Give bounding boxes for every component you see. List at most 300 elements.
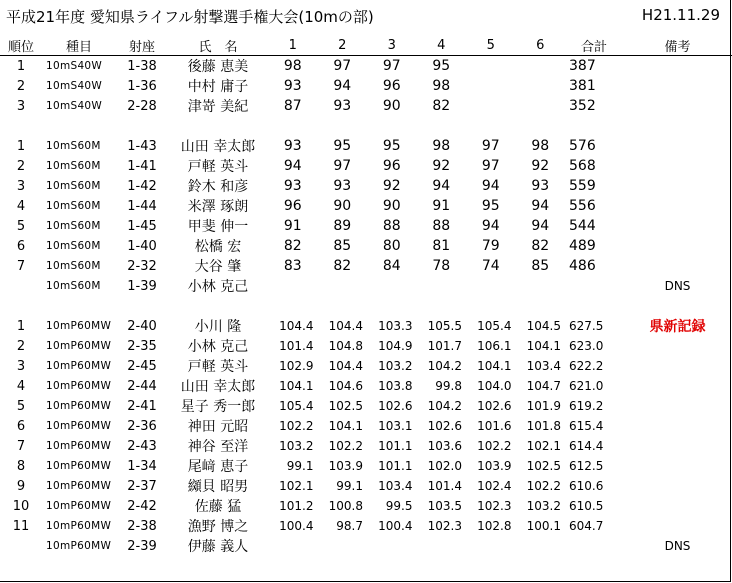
series-score-cell: 103.6: [427, 439, 462, 453]
note-cell: [623, 416, 732, 436]
series-score-cell: 102.2: [477, 439, 512, 453]
name-cell: 松橋 宏: [194, 239, 242, 255]
series-score-cell: 94: [481, 178, 500, 194]
series-score-cell: 104.1: [279, 379, 314, 393]
note-cell: [623, 376, 732, 396]
name-cell: 山田 幸太郎: [180, 139, 256, 155]
series-score-cell: 102.1: [526, 439, 561, 453]
name-cell: 大谷 肇: [194, 259, 242, 275]
series-score-cell: 100.4: [378, 519, 413, 533]
position-cell: 2-42: [127, 498, 157, 514]
name-cell: 鈴木 和彦: [187, 179, 249, 195]
rank-cell: 1: [16, 138, 26, 154]
table-row: [0, 516, 732, 536]
series-score-cell: 102.2: [526, 479, 561, 493]
series-score-cell: 94: [531, 198, 550, 214]
series-score-cell: 94: [432, 178, 451, 194]
rank-cell: 6: [16, 418, 26, 434]
note-cell: [623, 176, 732, 196]
series-score-cell: 82: [531, 238, 550, 254]
series-score-cell: 103.2: [526, 499, 561, 513]
event-cell: 10mP60MW: [46, 540, 112, 552]
series-score-cell: [367, 276, 417, 296]
series-score-cell: [268, 536, 318, 556]
series-score-cell: 88: [382, 218, 401, 234]
record-note-cell: 県新記録: [649, 319, 706, 335]
header-series-2: 2: [318, 36, 368, 56]
series-score-cell: 102.9: [279, 359, 314, 373]
series-score-cell: 98.7: [336, 519, 363, 533]
series-score-cell: 95: [481, 198, 500, 214]
series-score-cell: 104.1: [526, 339, 561, 353]
total-cell: 622.2: [569, 359, 604, 373]
rank-cell: 8: [16, 458, 26, 474]
series-score-cell: [466, 96, 516, 116]
rank-cell: 10: [12, 498, 30, 514]
series-score-cell: 103.9: [477, 459, 512, 473]
note-cell: [623, 236, 732, 256]
series-score-cell: 93: [283, 178, 302, 194]
event-cell: 10mS60M: [46, 160, 101, 172]
table-header: [0, 36, 732, 56]
rank-cell: 5: [16, 218, 26, 234]
series-score-cell: 85: [333, 238, 352, 254]
note-cell: DNS: [664, 539, 691, 553]
series-score-cell: 83: [283, 258, 302, 274]
series-score-cell: 98: [531, 138, 550, 154]
series-score-cell: 97: [333, 158, 352, 174]
total-cell: 486: [569, 258, 596, 274]
name-cell: 中村 庸子: [187, 79, 249, 95]
position-cell: 1-38: [127, 58, 157, 74]
header-total: 合計: [565, 36, 623, 56]
rank-cell: 5: [16, 398, 26, 414]
note-cell: [623, 216, 732, 236]
total-cell: 489: [569, 238, 596, 254]
note-cell: [623, 256, 732, 276]
series-score-cell: 102.5: [526, 459, 561, 473]
position-cell: 1-39: [127, 278, 157, 294]
series-score-cell: [318, 536, 368, 556]
event-cell: 10mS40W: [46, 80, 103, 92]
note-cell: [623, 356, 732, 376]
table-row: [0, 56, 732, 77]
series-score-cell: [367, 536, 417, 556]
table-row: [0, 336, 732, 356]
series-score-cell: 94: [481, 218, 500, 234]
header-series-3: 3: [367, 36, 417, 56]
note-cell: [623, 56, 732, 77]
series-score-cell: 92: [432, 158, 451, 174]
event-cell: 10mS60M: [46, 200, 101, 212]
series-score-cell: 103.4: [526, 359, 561, 373]
series-score-cell: 105.4: [477, 319, 512, 333]
position-cell: 1-36: [127, 78, 157, 94]
series-score-cell: 104.4: [279, 319, 314, 333]
spacer-cell: [0, 116, 732, 136]
series-score-cell: [516, 56, 566, 77]
total-cell: 627.5: [569, 319, 604, 333]
series-score-cell: 93: [283, 138, 302, 154]
event-cell: 10mP60MW: [46, 440, 112, 452]
event-cell: 10mS40W: [46, 100, 103, 112]
rank-cell: 11: [12, 518, 30, 534]
event-cell: 10mP60MW: [46, 400, 112, 412]
series-score-cell: 99.1: [336, 479, 363, 493]
position-cell: 1-42: [127, 178, 157, 194]
note-cell: [623, 496, 732, 516]
position-cell: 2-32: [127, 258, 157, 274]
series-score-cell: [516, 76, 566, 96]
total-cell: 623.0: [569, 339, 604, 353]
series-score-cell: 93: [283, 78, 302, 94]
event-cell: 10mS40W: [46, 60, 103, 72]
name-cell: 米澤 琢朗: [187, 199, 249, 215]
table-row: [0, 216, 732, 236]
series-score-cell: 101.9: [526, 399, 561, 413]
total-cell: [565, 536, 623, 556]
position-cell: 1-34: [127, 458, 157, 474]
series-score-cell: 106.1: [477, 339, 512, 353]
series-score-cell: 102.3: [427, 519, 462, 533]
series-score-cell: 101.1: [378, 459, 413, 473]
table-row: [0, 456, 732, 476]
table-row: [0, 436, 732, 456]
series-score-cell: 103.4: [378, 479, 413, 493]
document-date: H21.11.29: [641, 6, 720, 24]
series-score-cell: 82: [432, 98, 451, 114]
series-score-cell: 82: [333, 258, 352, 274]
series-score-cell: 102.5: [328, 399, 363, 413]
series-score-cell: 104.0: [477, 379, 512, 393]
series-score-cell: [516, 276, 566, 296]
series-score-cell: 94: [531, 218, 550, 234]
event-cell: 10mS60M: [46, 140, 101, 152]
table-row: [0, 196, 732, 216]
event-cell: 10mP60MW: [46, 380, 112, 392]
document-title: 平成21年度 愛知県ライフル射撃選手権大会(10mの部): [6, 8, 374, 26]
name-cell: 尾﨑 恵子: [187, 459, 249, 475]
series-score-cell: 95: [333, 138, 352, 154]
rank-cell: [0, 536, 42, 556]
series-score-cell: 92: [531, 158, 550, 174]
rank-cell: 9: [16, 478, 26, 494]
total-cell: 610.6: [569, 479, 604, 493]
rank-cell: [0, 276, 42, 296]
rank-cell: 7: [16, 258, 26, 274]
series-score-cell: 102.1: [279, 479, 314, 493]
total-cell: 381: [569, 78, 596, 94]
header-series-4: 4: [417, 36, 467, 56]
series-score-cell: 101.2: [279, 499, 314, 513]
note-cell: [623, 516, 732, 536]
name-cell: 甲斐 伸一: [187, 219, 249, 235]
series-score-cell: 102.6: [427, 419, 462, 433]
table-body: [0, 56, 732, 557]
rank-cell: 6: [16, 238, 26, 254]
series-score-cell: 99.5: [385, 499, 413, 513]
position-cell: 2-35: [127, 338, 157, 354]
table-row: [0, 96, 732, 116]
series-score-cell: 88: [432, 218, 451, 234]
name-cell: 戸軽 英斗: [187, 359, 249, 375]
rank-cell: 3: [16, 178, 26, 194]
series-score-cell: 102.2: [279, 419, 314, 433]
series-score-cell: 97: [382, 58, 401, 74]
table-row: [0, 176, 732, 196]
series-score-cell: 89: [333, 218, 352, 234]
note-cell: [623, 436, 732, 456]
name-cell: 伊藤 義人: [187, 539, 249, 555]
series-score-cell: 103.2: [279, 439, 314, 453]
series-score-cell: 100.8: [328, 499, 363, 513]
series-score-cell: 101.1: [378, 439, 413, 453]
name-cell: 神田 元昭: [187, 419, 249, 435]
header-note: 備考: [623, 36, 732, 56]
event-cell: 10mS60M: [46, 280, 101, 292]
total-cell: 621.0: [569, 379, 604, 393]
series-score-cell: 104.4: [328, 359, 363, 373]
series-score-cell: [417, 276, 467, 296]
total-cell: 619.2: [569, 399, 604, 413]
table-row: [0, 316, 732, 336]
series-score-cell: 79: [481, 238, 500, 254]
event-cell: 10mS60M: [46, 240, 101, 252]
event-cell: 10mP60MW: [46, 360, 112, 372]
series-score-cell: 104.4: [328, 319, 363, 333]
series-score-cell: 81: [432, 238, 451, 254]
series-score-cell: 102.0: [427, 459, 462, 473]
rank-cell: 4: [16, 378, 26, 394]
rank-cell: 2: [16, 338, 26, 354]
position-cell: 2-45: [127, 358, 157, 374]
header-series-6: 6: [516, 36, 566, 56]
table-row: [0, 156, 732, 176]
series-score-cell: 78: [432, 258, 451, 274]
name-cell: 星子 秀一郎: [180, 399, 256, 415]
series-score-cell: [466, 56, 516, 77]
series-score-cell: 102.3: [477, 499, 512, 513]
rank-cell: 1: [16, 318, 26, 334]
series-score-cell: 98: [432, 78, 451, 94]
series-score-cell: [466, 276, 516, 296]
series-score-cell: 95: [382, 138, 401, 154]
name-cell: 山田 幸太郎: [180, 379, 256, 395]
position-cell: 2-41: [127, 398, 157, 414]
total-cell: 544: [569, 218, 596, 234]
table-row: [0, 276, 732, 296]
series-score-cell: 104.2: [427, 359, 462, 373]
series-score-cell: 97: [481, 138, 500, 154]
event-cell: 10mS60M: [46, 180, 101, 192]
total-cell: 352: [569, 98, 596, 114]
series-score-cell: 99.8: [435, 379, 462, 393]
series-score-cell: [417, 536, 467, 556]
name-cell: 纐貝 昭男: [187, 479, 249, 495]
rank-cell: 3: [16, 98, 26, 114]
series-score-cell: 103.1: [378, 419, 413, 433]
series-score-cell: 85: [531, 258, 550, 274]
note-cell: [623, 96, 732, 116]
position-cell: 1-41: [127, 158, 157, 174]
series-score-cell: 92: [382, 178, 401, 194]
series-score-cell: 102.8: [477, 519, 512, 533]
series-score-cell: [516, 96, 566, 116]
position-cell: 1-40: [127, 238, 157, 254]
total-cell: [565, 276, 623, 296]
table-row: [0, 356, 732, 376]
name-cell: 小林 克己: [187, 279, 249, 295]
series-score-cell: [516, 536, 566, 556]
name-cell: 小林 克己: [187, 339, 249, 355]
rank-cell: 2: [16, 158, 26, 174]
spacer-cell: [0, 296, 732, 316]
series-score-cell: 102.6: [477, 399, 512, 413]
table-row: [0, 256, 732, 276]
name-cell: 戸軽 英斗: [187, 159, 249, 175]
note-cell: [623, 76, 732, 96]
total-cell: 576: [569, 138, 596, 154]
series-score-cell: 96: [382, 158, 401, 174]
series-score-cell: 97: [333, 58, 352, 74]
series-score-cell: 104.5: [526, 319, 561, 333]
series-score-cell: 104.8: [328, 339, 363, 353]
series-score-cell: 103.8: [378, 379, 413, 393]
results-table: [0, 36, 732, 556]
series-score-cell: 100.4: [279, 519, 314, 533]
event-cell: 10mP60MW: [46, 320, 112, 332]
series-score-cell: 105.4: [279, 399, 314, 413]
header-row: [0, 36, 732, 56]
series-score-cell: 101.4: [279, 339, 314, 353]
event-cell: 10mP60MW: [46, 480, 112, 492]
table-row: [0, 396, 732, 416]
position-cell: 2-39: [127, 538, 157, 554]
series-score-cell: 87: [283, 98, 302, 114]
group-spacer: [0, 296, 732, 316]
series-score-cell: 101.6: [477, 419, 512, 433]
name-cell: 後藤 恵美: [187, 59, 249, 75]
series-score-cell: [466, 76, 516, 96]
series-score-cell: [268, 276, 318, 296]
series-score-cell: 90: [333, 198, 352, 214]
note-cell: DNS: [664, 279, 691, 293]
series-score-cell: 90: [382, 98, 401, 114]
header-name: 氏 名: [168, 36, 268, 56]
event-cell: 10mP60MW: [46, 340, 112, 352]
total-cell: 387: [569, 58, 596, 74]
position-cell: 2-36: [127, 418, 157, 434]
total-cell: 614.4: [569, 439, 604, 453]
total-cell: 604.7: [569, 519, 604, 533]
series-score-cell: 98: [283, 58, 302, 74]
event-cell: 10mP60MW: [46, 520, 112, 532]
header-rank: 順位: [0, 36, 42, 56]
series-score-cell: 101.8: [526, 419, 561, 433]
note-cell: [623, 396, 732, 416]
series-score-cell: 102.6: [378, 399, 413, 413]
series-score-cell: 104.2: [427, 399, 462, 413]
table-row: [0, 136, 732, 156]
note-cell: [623, 136, 732, 156]
position-cell: 2-37: [127, 478, 157, 494]
series-score-cell: 103.2: [378, 359, 413, 373]
series-score-cell: 95: [432, 58, 451, 74]
table-row: [0, 416, 732, 436]
series-score-cell: 98: [432, 138, 451, 154]
note-cell: [623, 196, 732, 216]
total-cell: 610.5: [569, 499, 604, 513]
note-cell: [623, 336, 732, 356]
series-score-cell: 105.5: [427, 319, 462, 333]
event-cell: 10mP60MW: [46, 460, 112, 472]
name-cell: 佐藤 猛: [194, 499, 242, 515]
series-score-cell: 97: [481, 158, 500, 174]
position-cell: 2-28: [127, 98, 157, 114]
name-cell: 漁野 博之: [187, 519, 249, 535]
series-score-cell: 102.2: [328, 439, 363, 453]
series-score-cell: 104.6: [328, 379, 363, 393]
position-cell: 2-44: [127, 378, 157, 394]
series-score-cell: 91: [432, 198, 451, 214]
series-score-cell: 91: [283, 218, 302, 234]
event-cell: 10mP60MW: [46, 500, 112, 512]
note-cell: [623, 156, 732, 176]
event-cell: 10mS60M: [46, 220, 101, 232]
total-cell: 556: [569, 198, 596, 214]
series-score-cell: 101.4: [427, 479, 462, 493]
series-score-cell: 104.1: [328, 419, 363, 433]
name-cell: 小川 隆: [194, 319, 242, 335]
series-score-cell: 104.9: [378, 339, 413, 353]
total-cell: 559: [569, 178, 596, 194]
series-score-cell: 93: [333, 98, 352, 114]
rank-cell: 2: [16, 78, 26, 94]
note-cell: [623, 456, 732, 476]
rank-cell: 7: [16, 438, 26, 454]
series-score-cell: 93: [531, 178, 550, 194]
total-cell: 612.5: [569, 459, 604, 473]
rank-cell: 1: [16, 58, 26, 74]
series-score-cell: 103.9: [328, 459, 363, 473]
header-event: 種目: [42, 36, 116, 56]
series-score-cell: 101.7: [427, 339, 462, 353]
series-score-cell: 96: [382, 78, 401, 94]
position-cell: 2-43: [127, 438, 157, 454]
series-score-cell: 103.5: [427, 499, 462, 513]
table-row: [0, 476, 732, 496]
event-cell: 10mS60M: [46, 260, 101, 272]
header-position: 射座: [116, 36, 168, 56]
position-cell: 1-43: [127, 138, 157, 154]
total-cell: 568: [569, 158, 596, 174]
series-score-cell: 102.4: [477, 479, 512, 493]
table-row: [0, 376, 732, 396]
table-row: [0, 236, 732, 256]
name-cell: 津嵜 美紀: [187, 99, 249, 115]
total-cell: 615.4: [569, 419, 604, 433]
series-score-cell: [318, 276, 368, 296]
position-cell: 1-44: [127, 198, 157, 214]
name-cell: 神谷 至洋: [187, 439, 249, 455]
table-row: [0, 76, 732, 96]
note-cell: [623, 476, 732, 496]
table-row: [0, 536, 732, 556]
rank-cell: 3: [16, 358, 26, 374]
rank-cell: 4: [16, 198, 26, 214]
group-spacer: [0, 116, 732, 136]
event-cell: 10mP60MW: [46, 420, 112, 432]
